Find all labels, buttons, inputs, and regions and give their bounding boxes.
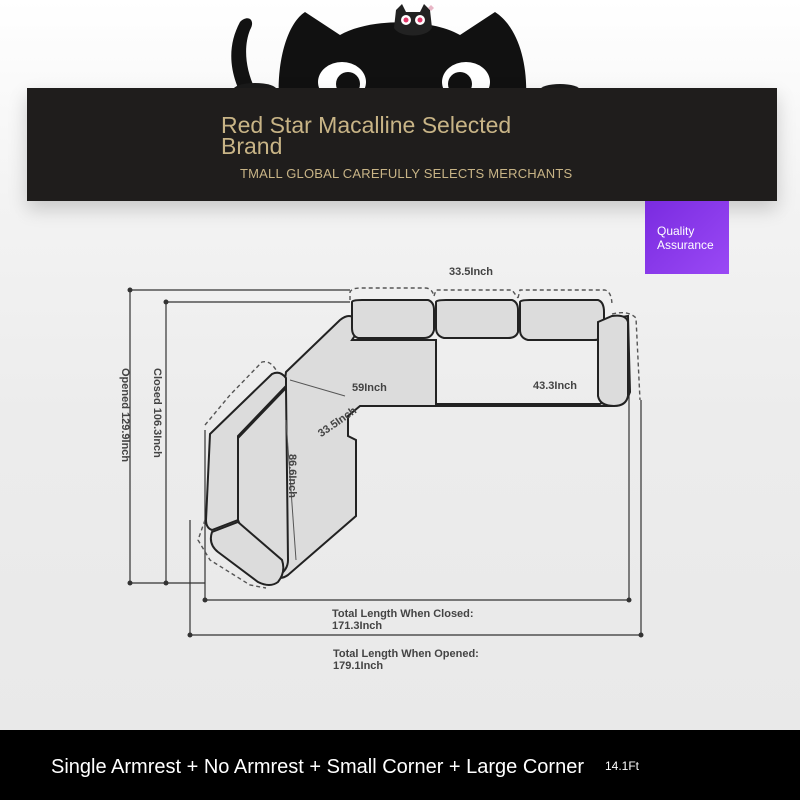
configuration-bar	[0, 730, 800, 800]
small-cat-icon	[394, 4, 434, 36]
configuration-size: 14.1Ft	[605, 759, 640, 773]
configuration-text: Single Armrest + No Armrest + Small Corner + Large Corner	[51, 756, 584, 778]
brand-subtitle: TMALL GLOBAL CAREFULLY SELECTS MERCHANTS	[240, 166, 573, 181]
brand-header	[27, 88, 777, 201]
brand-title: Red Star Macalline Selected Brand	[221, 112, 512, 159]
inner-866-label: 86.6Inch	[286, 454, 298, 499]
sofa-dimension-diagram	[0, 230, 800, 690]
depth-433-label: 43.3Inch	[533, 380, 578, 392]
closed-length-value: 171.3Inch	[332, 620, 383, 632]
closed-length-caption: Total Length When Closed:	[332, 608, 474, 620]
depth-59-label: 59Inch	[352, 382, 387, 394]
closed-height-label: Closed 106.3Inch	[151, 368, 163, 458]
top-width-label: 33.5Inch	[449, 266, 494, 278]
opened-height-label: Opened 129.9Inch	[119, 368, 131, 463]
opened-length-caption: Total Length When Opened:	[333, 648, 479, 660]
quality-assurance-label: Quality Assurance	[657, 224, 714, 252]
opened-length-value: 179.1Inch	[333, 660, 384, 672]
diagonal-335-label: 33.5Inch	[316, 404, 359, 440]
